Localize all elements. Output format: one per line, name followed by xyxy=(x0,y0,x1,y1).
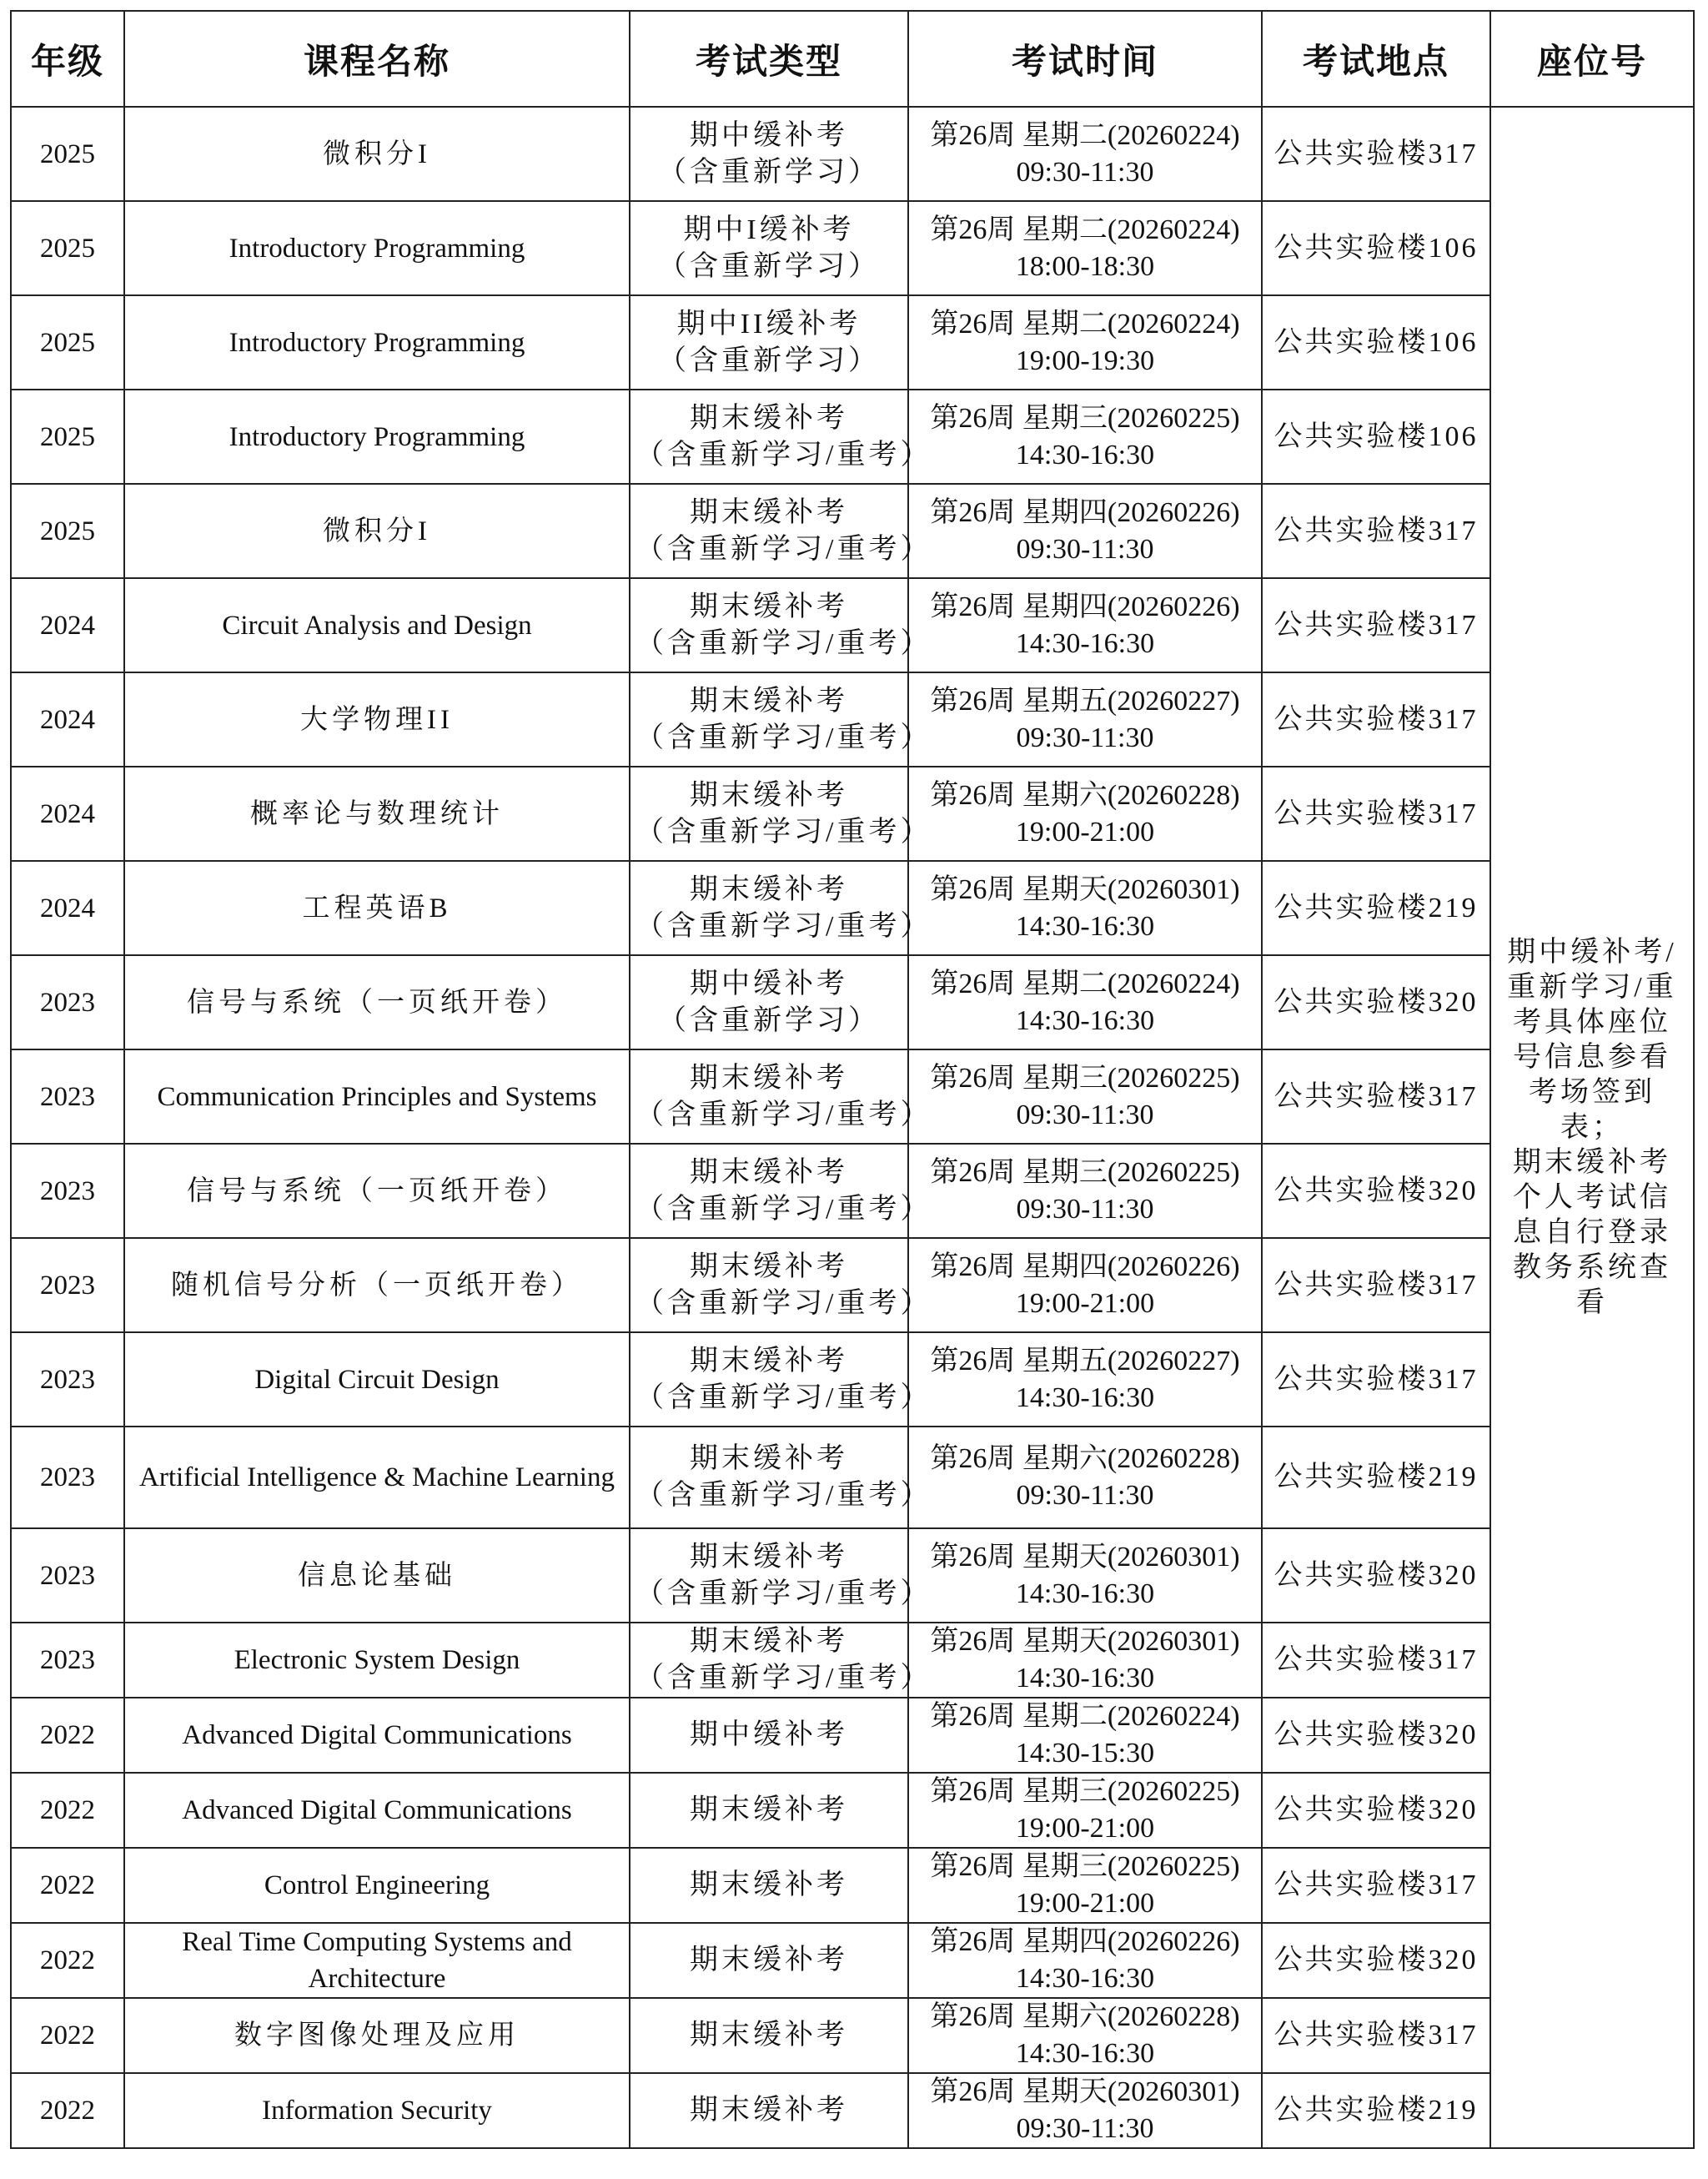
course-name-cell: Advanced Digital Communications xyxy=(124,1773,630,1848)
exam-time-line: 14:30-16:30 xyxy=(1015,1963,1155,1994)
exam-time-line: 第26周 星期四(20260226) xyxy=(930,1251,1240,1282)
grade-cell: 2025 xyxy=(11,295,124,390)
grade-cell: 2022 xyxy=(11,1923,124,1998)
grade-cell: 2025 xyxy=(11,107,124,201)
grade-cell: 2024 xyxy=(11,672,124,767)
exam-time-line: 09:30-11:30 xyxy=(1016,1099,1154,1130)
table-row xyxy=(11,2073,1694,2148)
exam-type-cell xyxy=(630,107,908,201)
exam-time-line: 14:30-16:30 xyxy=(1015,910,1155,942)
grade-cell: 2022 xyxy=(11,2073,124,2148)
exam-type-cell xyxy=(630,1773,908,1848)
table-row xyxy=(11,578,1694,672)
exam-type-line: 期末缓补考 xyxy=(690,2095,848,2126)
exam-time-line: 09:30-11:30 xyxy=(1016,533,1154,565)
exam-time-line: 第26周 星期四(20260226) xyxy=(930,591,1240,622)
exam-location-cell: 公共实验楼317 xyxy=(1262,578,1490,672)
exam-time-line: 第26周 星期五(20260227) xyxy=(930,685,1240,717)
course-name-cell: 数字图像处理及应用 xyxy=(124,1998,630,2073)
exam-type-line: （含重新学习/重考） xyxy=(635,910,932,942)
exam-location-cell: 公共实验楼317 xyxy=(1262,107,1490,201)
exam-type-cell xyxy=(630,1427,932,1528)
exam-time-line: 第26周 星期三(20260225) xyxy=(930,1062,1240,1094)
course-name-cell: 微积分I xyxy=(124,484,630,578)
exam-type-line: （含重新学习） xyxy=(658,1004,880,1036)
exam-type-line: （含重新学习/重考） xyxy=(635,1287,932,1319)
exam-type-line: 期末缓补考 xyxy=(690,1541,848,1573)
exam-type-line: 期末缓补考 xyxy=(690,1156,848,1188)
exam-time-line: 第26周 星期二(20260224) xyxy=(930,214,1240,245)
exam-type-line: 期末缓补考 xyxy=(690,1870,848,1900)
exam-time-line: 第26周 星期四(20260226) xyxy=(930,496,1240,528)
exam-type-line: （含重新学习/重考） xyxy=(635,1099,932,1130)
exam-time-line: 09:30-11:30 xyxy=(1016,2113,1154,2144)
exam-time-line: 第26周 星期六(20260228) xyxy=(930,2001,1240,2032)
exam-time-line: 第26周 星期天(20260301) xyxy=(930,873,1240,905)
exam-location-cell: 公共实验楼317 xyxy=(1262,1238,1490,1332)
exam-type-line: 期末缓补考 xyxy=(690,685,848,717)
exam-time-cell xyxy=(908,1238,1262,1332)
exam-type-line: 期末缓补考 xyxy=(690,1443,848,1474)
exam-time-cell xyxy=(908,107,1262,201)
exam-type-line: （含重新学习） xyxy=(658,156,880,188)
exam-location-cell: 公共实验楼320 xyxy=(1262,1698,1490,1773)
exam-type-line: 期末缓补考 xyxy=(690,2020,848,2051)
exam-type-cell xyxy=(630,672,932,767)
exam-time-cell xyxy=(908,1049,1262,1144)
exam-location-cell: 公共实验楼320 xyxy=(1262,1923,1490,1998)
seat-note-line: 期末缓补考个人考试信息自行登录教务系统查看 xyxy=(1513,1146,1671,1318)
exam-time-cell xyxy=(908,955,1262,1049)
table-row xyxy=(11,1998,1694,2073)
exam-time-line: 18:00-18:30 xyxy=(1015,250,1155,282)
exam-location-cell: 公共实验楼317 xyxy=(1262,767,1490,861)
exam-time-line: 14:30-16:30 xyxy=(1015,1578,1155,1609)
exam-type-cell xyxy=(630,484,932,578)
exam-type-cell xyxy=(630,1332,932,1427)
exam-type-line: 期末缓补考 xyxy=(690,1251,848,1282)
exam-type-cell xyxy=(630,390,932,484)
course-name-cell: Introductory Programming xyxy=(124,390,630,484)
exam-type-cell xyxy=(630,578,932,672)
header-exam-type: 考试类型 xyxy=(630,11,908,107)
exam-time-line: 第26周 星期天(20260301) xyxy=(930,1541,1240,1573)
table-row xyxy=(11,1049,1694,1144)
course-name-cell: 信号与系统（一页纸开卷） xyxy=(124,1144,630,1238)
exam-type-cell xyxy=(630,1049,932,1144)
header-grade: 年级 xyxy=(11,11,124,107)
exam-location-cell: 公共实验楼317 xyxy=(1262,1848,1490,1923)
course-name-cell: Digital Circuit Design xyxy=(124,1332,630,1427)
exam-location-cell: 公共实验楼317 xyxy=(1262,1332,1490,1427)
exam-type-line: （含重新学习/重考） xyxy=(635,439,932,471)
exam-time-cell xyxy=(908,1332,1262,1427)
exam-time-line: 第26周 星期三(20260225) xyxy=(930,1776,1240,1807)
exam-time-line: 19:00-21:00 xyxy=(1015,1888,1155,1919)
exam-time-line: 14:30-16:30 xyxy=(1015,1004,1155,1036)
exam-location-cell: 公共实验楼219 xyxy=(1262,2073,1490,2148)
exam-location-cell: 公共实验楼317 xyxy=(1262,484,1490,578)
exam-time-line: 19:00-21:00 xyxy=(1015,1813,1155,1844)
table-row xyxy=(11,1144,1694,1238)
course-name-cell: Communication Principles and Systems xyxy=(124,1049,630,1144)
exam-type-line: 期中缓补考 xyxy=(690,968,848,999)
exam-type-line: （含重新学习/重考） xyxy=(635,722,932,753)
grade-cell: 2025 xyxy=(11,201,124,295)
exam-time-line: 第26周 星期六(20260228) xyxy=(930,1443,1240,1474)
exam-type-line: （含重新学习） xyxy=(658,345,880,376)
exam-type-line: 期末缓补考 xyxy=(690,1945,848,1975)
grade-cell: 2022 xyxy=(11,1848,124,1923)
course-name-cell: Introductory Programming xyxy=(124,295,630,390)
exam-type-line: 期中II缓补考 xyxy=(676,308,862,340)
exam-time-line: 14:30-15:30 xyxy=(1015,1738,1155,1769)
exam-type-line: （含重新学习/重考） xyxy=(635,627,932,659)
exam-time-cell xyxy=(908,295,1262,390)
grade-cell: 2022 xyxy=(11,1773,124,1848)
table-row xyxy=(11,767,1694,861)
exam-time-cell xyxy=(908,201,1262,295)
exam-time-line: 09:30-11:30 xyxy=(1016,1480,1154,1511)
table-row xyxy=(11,861,1694,955)
exam-time-line: 19:00-21:00 xyxy=(1015,1287,1155,1319)
exam-type-line: 期末缓补考 xyxy=(690,1345,848,1376)
exam-type-cell xyxy=(630,767,932,861)
exam-time-line: 09:30-11:30 xyxy=(1016,156,1154,188)
grade-cell: 2023 xyxy=(11,1049,124,1144)
exam-time-cell xyxy=(908,1848,1262,1923)
table-row xyxy=(11,201,1694,295)
grade-cell: 2023 xyxy=(11,1623,124,1698)
exam-type-line: 期中缓补考 xyxy=(690,1719,848,1750)
course-name-cell: Artificial Intelligence & Machine Learning xyxy=(124,1427,630,1528)
course-name-cell: Information Security xyxy=(124,2073,630,2148)
grade-cell: 2023 xyxy=(11,955,124,1049)
course-name-cell: Control Engineering xyxy=(124,1848,630,1923)
exam-time-line: 第26周 星期三(20260225) xyxy=(930,402,1240,434)
exam-type-line: （含重新学习/重考） xyxy=(635,1193,932,1225)
course-name-cell: 信号与系统（一页纸开卷） xyxy=(124,955,630,1049)
course-name-cell: 信息论基础 xyxy=(124,1528,630,1623)
exam-time-cell xyxy=(908,1923,1262,1998)
grade-cell: 2024 xyxy=(11,767,124,861)
exam-time-line: 14:30-16:30 xyxy=(1015,2038,1155,2069)
exam-time-line: 14:30-16:30 xyxy=(1015,627,1155,659)
table-row xyxy=(11,107,1694,201)
exam-time-line: 第26周 星期六(20260228) xyxy=(930,779,1240,811)
table-row xyxy=(11,1332,1694,1427)
exam-time-cell xyxy=(908,2073,1262,2148)
grade-cell: 2023 xyxy=(11,1528,124,1623)
course-name-cell: 概率论与数理统计 xyxy=(124,767,630,861)
exam-type-line: （含重新学习/重考） xyxy=(635,533,932,565)
grade-cell: 2024 xyxy=(11,578,124,672)
table-row xyxy=(11,295,1694,390)
exam-time-cell xyxy=(908,1144,1262,1238)
exam-type-cell xyxy=(630,1698,908,1773)
exam-type-line: 期末缓补考 xyxy=(690,402,848,434)
exam-time-line: 第26周 星期二(20260224) xyxy=(930,119,1240,151)
exam-location-cell: 公共实验楼106 xyxy=(1262,295,1490,390)
exam-time-cell xyxy=(908,767,1262,861)
exam-time-cell xyxy=(908,1773,1262,1848)
exam-time-line: 第26周 星期天(20260301) xyxy=(930,2076,1240,2107)
grade-cell: 2023 xyxy=(11,1238,124,1332)
course-name-cell: 随机信号分析（一页纸开卷） xyxy=(124,1238,630,1332)
exam-time-cell xyxy=(908,1528,1262,1623)
exam-time-cell xyxy=(908,1698,1262,1773)
table-row xyxy=(11,1623,1694,1698)
seat-number-note xyxy=(1490,107,1694,2148)
exam-type-line: 期中缓补考 xyxy=(690,119,848,151)
exam-type-cell xyxy=(630,1998,908,2073)
exam-type-line: （含重新学习/重考） xyxy=(635,816,932,848)
exam-time-cell xyxy=(908,390,1262,484)
header-seat-number: 座位号 xyxy=(1490,11,1694,107)
table-row xyxy=(11,484,1694,578)
exam-time-line: 14:30-16:30 xyxy=(1015,1381,1155,1413)
course-name-cell: Introductory Programming xyxy=(124,201,630,295)
exam-type-line: 期末缓补考 xyxy=(690,1062,848,1094)
exam-time-cell xyxy=(908,484,1262,578)
course-name-cell: Circuit Analysis and Design xyxy=(124,578,630,672)
header-exam-location: 考试地点 xyxy=(1262,11,1490,107)
table-row xyxy=(11,1698,1694,1773)
course-name-cell: Electronic System Design xyxy=(124,1623,630,1698)
exam-time-cell xyxy=(908,1623,1262,1698)
grade-cell: 2022 xyxy=(11,1698,124,1773)
exam-type-line: （含重新学习/重考） xyxy=(635,1381,932,1413)
grade-cell: 2023 xyxy=(11,1332,124,1427)
exam-type-line: 期中I缓补考 xyxy=(683,214,855,245)
exam-type-line: 期末缓补考 xyxy=(690,496,848,528)
exam-type-line: 期末缓补考 xyxy=(690,1794,848,1825)
exam-location-cell: 公共实验楼320 xyxy=(1262,955,1490,1049)
course-name-cell: Real Time Computing Systems and Architecture xyxy=(124,1923,630,1998)
exam-time-cell xyxy=(908,1427,1262,1528)
exam-type-cell xyxy=(630,1923,908,1998)
exam-location-cell: 公共实验楼320 xyxy=(1262,1528,1490,1623)
exam-type-cell xyxy=(630,1238,932,1332)
table-row xyxy=(11,1427,1694,1528)
seat-note-line: 期中缓补考/重新学习/重考具体座位号信息参看考场签到表； xyxy=(1507,936,1677,1143)
exam-time-line: 第26周 星期三(20260225) xyxy=(930,1156,1240,1188)
exam-time-line: 第26周 星期二(20260224) xyxy=(930,308,1240,340)
exam-type-cell xyxy=(630,1848,908,1923)
exam-type-line: 期末缓补考 xyxy=(690,779,848,811)
exam-time-line: 09:30-11:30 xyxy=(1016,722,1154,753)
exam-location-cell: 公共实验楼317 xyxy=(1262,1623,1490,1698)
exam-time-cell xyxy=(908,861,1262,955)
course-name-cell: 工程英语B xyxy=(124,861,630,955)
exam-location-cell: 公共实验楼320 xyxy=(1262,1144,1490,1238)
table-row xyxy=(11,672,1694,767)
exam-type-line: （含重新学习/重考） xyxy=(635,1480,932,1511)
exam-time-line: 14:30-16:30 xyxy=(1015,439,1155,471)
exam-type-line: 期末缓补考 xyxy=(690,873,848,905)
header-exam-time: 考试时间 xyxy=(908,11,1262,107)
exam-type-cell xyxy=(630,955,908,1049)
exam-time-line: 第26周 星期五(20260227) xyxy=(930,1345,1240,1376)
exam-location-cell: 公共实验楼320 xyxy=(1262,1773,1490,1848)
exam-type-cell xyxy=(630,201,908,295)
table-row xyxy=(11,1923,1694,1998)
exam-time-line: 第26周 星期二(20260224) xyxy=(930,968,1240,999)
exam-location-cell: 公共实验楼317 xyxy=(1262,1998,1490,2073)
exam-time-cell xyxy=(908,1998,1262,2073)
header-course-name: 课程名称 xyxy=(124,11,630,107)
exam-type-cell xyxy=(630,1144,932,1238)
exam-time-line: 第26周 星期二(20260224) xyxy=(930,1701,1240,1732)
header-row xyxy=(11,11,1694,107)
exam-type-cell xyxy=(630,861,932,955)
exam-type-cell xyxy=(630,1528,932,1623)
course-name-cell: 微积分I xyxy=(124,107,630,201)
exam-location-cell: 公共实验楼219 xyxy=(1262,1427,1490,1528)
exam-type-line: （含重新学习） xyxy=(658,250,880,282)
exam-time-cell xyxy=(908,672,1262,767)
exam-schedule-table xyxy=(10,10,1695,2149)
exam-type-line: 期末缓补考 xyxy=(690,591,848,622)
course-name-cell: 大学物理II xyxy=(124,672,630,767)
exam-type-line: （含重新学习/重考） xyxy=(635,1663,932,1693)
exam-location-cell: 公共实验楼317 xyxy=(1262,1049,1490,1144)
exam-time-line: 第26周 星期四(20260226) xyxy=(930,1926,1240,1957)
grade-cell: 2023 xyxy=(11,1427,124,1528)
exam-type-cell xyxy=(630,295,908,390)
course-name-cell: Advanced Digital Communications xyxy=(124,1698,630,1773)
exam-type-cell xyxy=(630,1623,932,1698)
grade-cell: 2025 xyxy=(11,484,124,578)
exam-time-line: 14:30-16:30 xyxy=(1015,1663,1155,1693)
exam-time-cell xyxy=(908,578,1262,672)
table-row xyxy=(11,1773,1694,1848)
exam-time-line: 19:00-19:30 xyxy=(1015,345,1155,376)
exam-type-cell xyxy=(630,2073,908,2148)
table-row xyxy=(11,955,1694,1049)
grade-cell: 2024 xyxy=(11,861,124,955)
grade-cell: 2025 xyxy=(11,390,124,484)
table-row xyxy=(11,1848,1694,1923)
exam-location-cell: 公共实验楼317 xyxy=(1262,672,1490,767)
table-row xyxy=(11,1238,1694,1332)
table-body xyxy=(11,107,1694,2148)
exam-location-cell: 公共实验楼106 xyxy=(1262,390,1490,484)
exam-time-line: 第26周 星期三(20260225) xyxy=(930,1851,1240,1882)
exam-type-line: （含重新学习/重考） xyxy=(635,1578,932,1609)
exam-location-cell: 公共实验楼106 xyxy=(1262,201,1490,295)
table-row xyxy=(11,390,1694,484)
exam-time-line: 19:00-21:00 xyxy=(1015,816,1155,848)
grade-cell: 2022 xyxy=(11,1998,124,2073)
exam-time-line: 09:30-11:30 xyxy=(1016,1193,1154,1225)
exam-time-line: 第26周 星期天(20260301) xyxy=(930,1626,1240,1657)
table-row xyxy=(11,1528,1694,1623)
exam-location-cell: 公共实验楼219 xyxy=(1262,861,1490,955)
grade-cell: 2023 xyxy=(11,1144,124,1238)
exam-type-line: 期末缓补考 xyxy=(690,1626,848,1657)
